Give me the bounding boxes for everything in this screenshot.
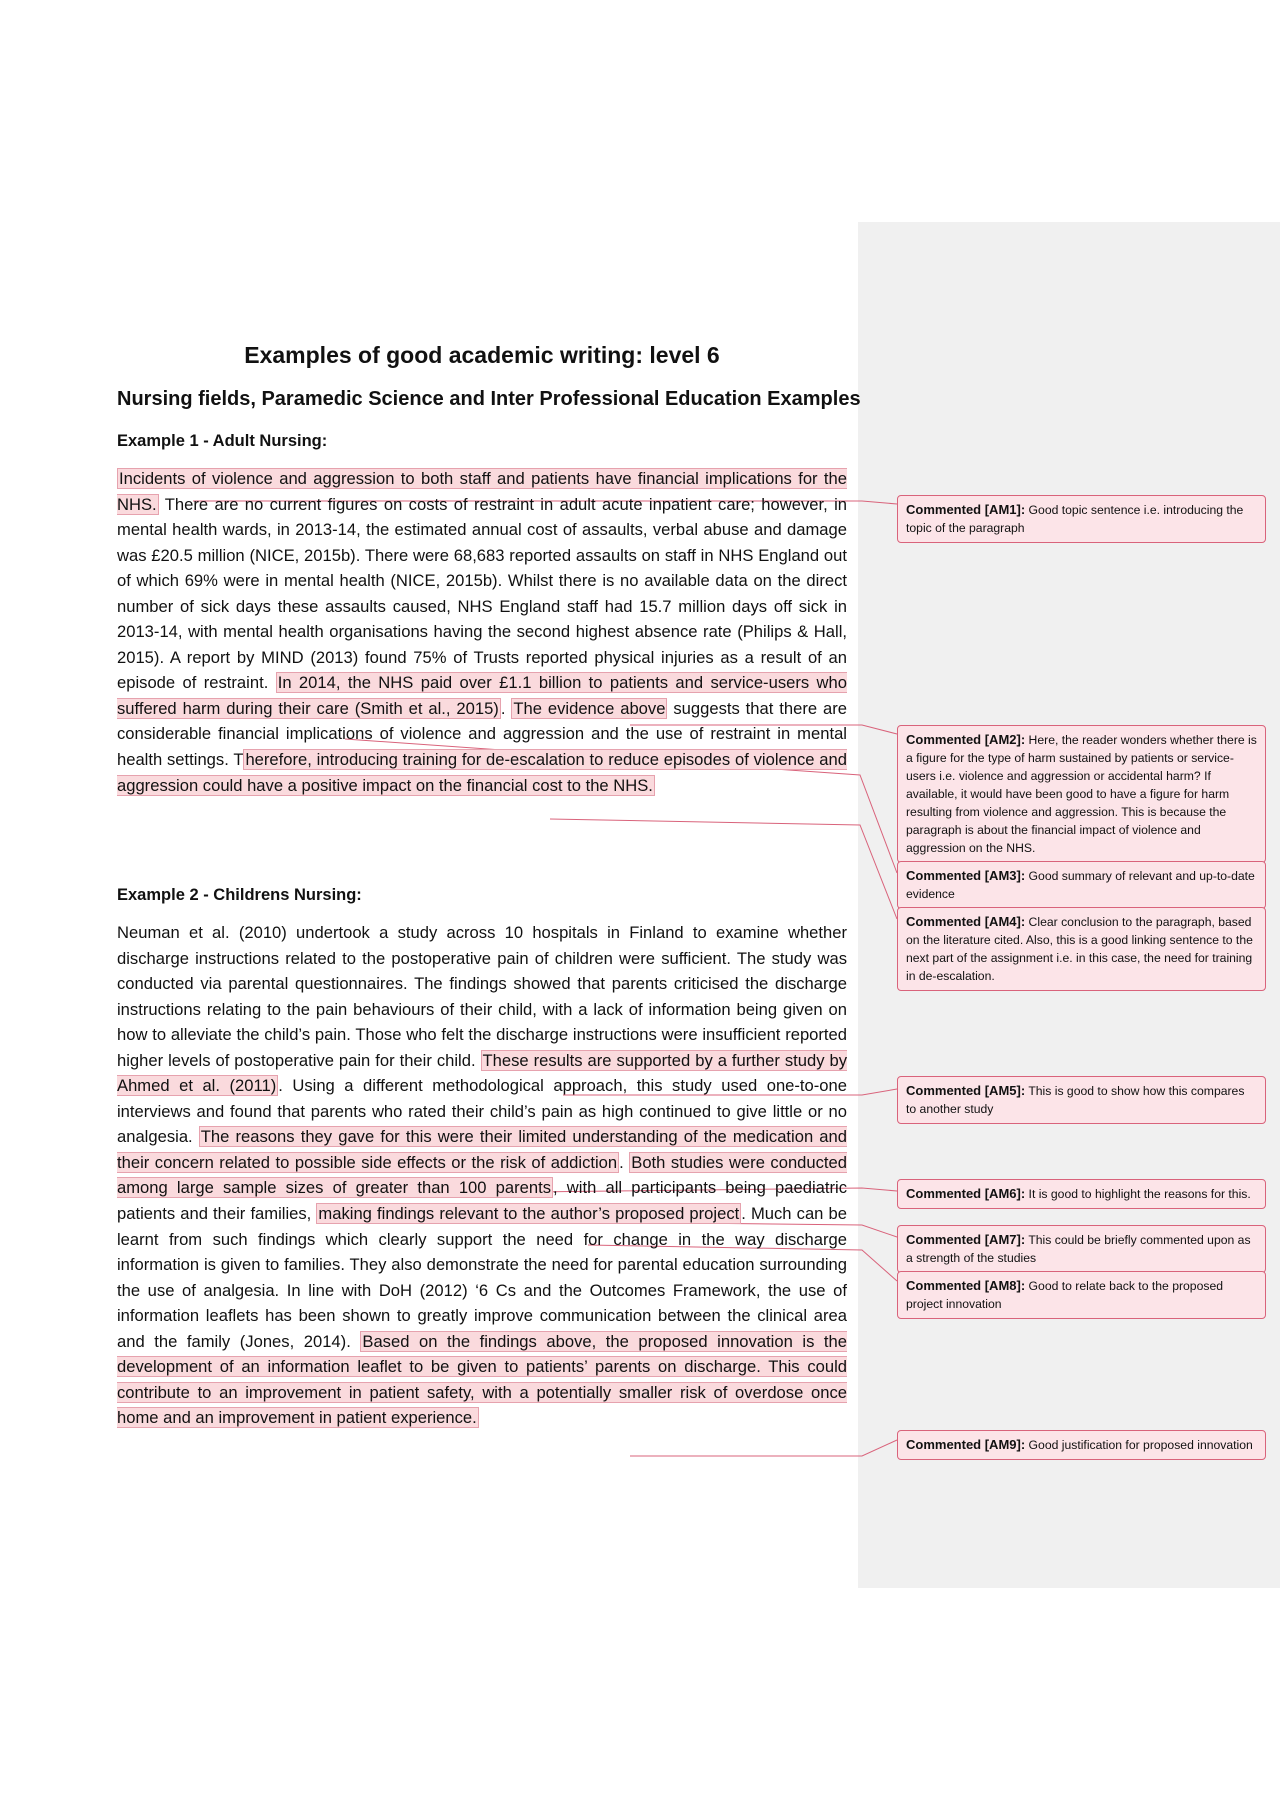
- highlight-am1[interactable]: Incidents of violence and aggression to both staff and patients have financial implications for the NHS.: [117, 469, 847, 514]
- comment-text: This could be briefly commented upon as a strength of the studies: [906, 1233, 1251, 1265]
- example1-paragraph: [117, 466, 847, 798]
- document-title: Examples of good academic writing: level 6: [244, 342, 720, 368]
- comment-label: Commented [AM5]:: [906, 1083, 1026, 1098]
- comment-label: Commented [AM2]:: [906, 732, 1026, 747]
- comment-label: Commented [AM8]:: [906, 1278, 1026, 1293]
- highlight-am7[interactable]: Both studies were conducted among large sample sizes of greater than 100 parents: [117, 1152, 847, 1198]
- example1-text: suggests that there are considerable financial implications of violence and aggression and the use of restraint in mental health settings. T: [117, 698, 847, 770]
- highlight-am8[interactable]: making findings relevant to the author’s proposed project: [318, 1204, 740, 1224]
- comment-text: This is good to show how this compares to another study: [906, 1084, 1245, 1116]
- highlight-am2[interactable]: In 2014, the NHS paid over £1.1 billion to patients and service-users who suffered harm during their care (Smith et al., 2015): [117, 673, 847, 718]
- comment-text: Good justification for proposed innovation: [1025, 1438, 1253, 1452]
- highlight-am3[interactable]: The evidence above: [513, 698, 666, 718]
- example2-text: , with all participants being paediatric patients and their families,: [117, 1178, 847, 1224]
- highlight-am5[interactable]: These results are supported by a further study by Ahmed et al. (2011): [117, 1050, 847, 1096]
- comment-label: Commented [AM6]:: [906, 1186, 1026, 1201]
- example2-text: . Much can be learnt from such findings which clearly support the need for change in the way discharge information is given to families. They also demonstrate the need for parental education surrounding the use of analgesia. In line with DoH (2012) ‘6 Cs and the Outcomes Framework, the use of information leaflets has been shown to greatly improve communication between the clinical area and the family (Jones, 2014).: [117, 1204, 847, 1351]
- comment-am8[interactable]: [897, 1271, 1266, 1319]
- comment-am7[interactable]: [897, 1225, 1266, 1273]
- comment-text: Clear conclusion to the paragraph, based on the literature cited. Also, this is a good linking sentence to the next part of the assignment i.e. in this case, the need for training in de-escalation.: [906, 915, 1253, 983]
- comment-text: Here, the reader wonders whether there is a figure for the type of harm sustained by patients or service-users i.e. violence and aggression or accidental harm? If available, it would have been good to have a figure for harm resulting from violence and aggression. This is because the paragraph is about the financial impact of violence and aggression on the NHS.: [906, 733, 1257, 855]
- document-subtitle: Nursing fields, Paramedic Science and Inter Professional Education Examples: [117, 388, 861, 410]
- example2-text: .: [619, 1152, 630, 1172]
- comment-am2[interactable]: [897, 725, 1266, 863]
- example1-text: There are no current figures on costs of restraint in adult acute inpatient care; however, in mental health wards, in 2013-14, the estimated annual cost of assaults, verbal abuse and damage was £20.5 million (NICE, 2015b). There were 68,683 reported assaults on staff in NHS England out of which 69% were in mental health (NICE, 2015b). Whilst there is no available data on the direct number of sick days these assaults caused, NHS England staff had 15.7 million days off sick in 2013-14, with mental health organisations having the second highest absence rate (Philips & Hall, 2015). A report by MIND (2013) found 75% of Trusts reported physical injuries as a result of an episode of restraint.: [117, 494, 847, 693]
- comment-am6[interactable]: [897, 1179, 1266, 1209]
- example1-heading: Example 1 - Adult Nursing:: [117, 432, 328, 450]
- comment-text: Good to relate back to the proposed project innovation: [906, 1279, 1224, 1311]
- comment-text: Good topic sentence i.e. introducing the topic of the paragraph: [906, 503, 1244, 535]
- example2-heading: Example 2 - Childrens Nursing:: [117, 886, 362, 904]
- highlight-am4[interactable]: herefore, introducing training for de-escalation to reduce episodes of violence and aggression could have a positive impact on the financial cost to the NHS.: [117, 750, 847, 795]
- comment-am3[interactable]: [897, 861, 1266, 909]
- connector-am9: [630, 1440, 897, 1456]
- comment-text: It is good to highlight the reasons for this.: [1025, 1187, 1251, 1201]
- connector-am4: [550, 819, 897, 919]
- comment-label: Commented [AM1]:: [906, 502, 1026, 517]
- comment-label: Commented [AM9]:: [906, 1437, 1026, 1452]
- comment-label: Commented [AM4]:: [906, 914, 1026, 929]
- example2-text: Neuman et al. (2010) undertook a study across 10 hospitals in Finland to examine whether discharge instructions related to the postoperative pain of children were sufficient. The study was conducted via parental questionnaires. The findings showed that parents criticised the discharge instructions relating to the pain behaviours of their child, with a lack of information being given on how to alleviate the child’s pain. Those who felt the discharge instructions were insufficient reported higher levels of postoperative pain for their child.: [117, 923, 847, 1070]
- example1-text: .: [500, 698, 512, 718]
- comment-label: Commented [AM7]:: [906, 1232, 1026, 1247]
- example2-paragraph: [117, 920, 847, 1431]
- comment-am5[interactable]: [897, 1076, 1266, 1124]
- comment-am4[interactable]: [897, 907, 1266, 991]
- highlight-am9[interactable]: Based on the findings above, the proposed innovation is the development of an information leaflet to be given to patients’ parents on discharge. This could contribute to an improvement in patient safety, with a potentially smaller risk of overdose once home and an improvement in patient experience.: [117, 1331, 847, 1428]
- comment-am1[interactable]: [897, 495, 1266, 543]
- comment-am9[interactable]: [897, 1430, 1266, 1460]
- example2-text: . Using a different methodological approach, this study used one-to-one interviews and found that parents who rated their child’s pain as high continued to give little or no analgesia.: [117, 1076, 847, 1147]
- highlight-am6[interactable]: The reasons they gave for this were their limited understanding of the medication and their concern related to possible side effects or the risk of addiction: [117, 1127, 847, 1172]
- comment-label: Commented [AM3]:: [906, 868, 1026, 883]
- comment-text: Good summary of relevant and up-to-date evidence: [906, 869, 1255, 901]
